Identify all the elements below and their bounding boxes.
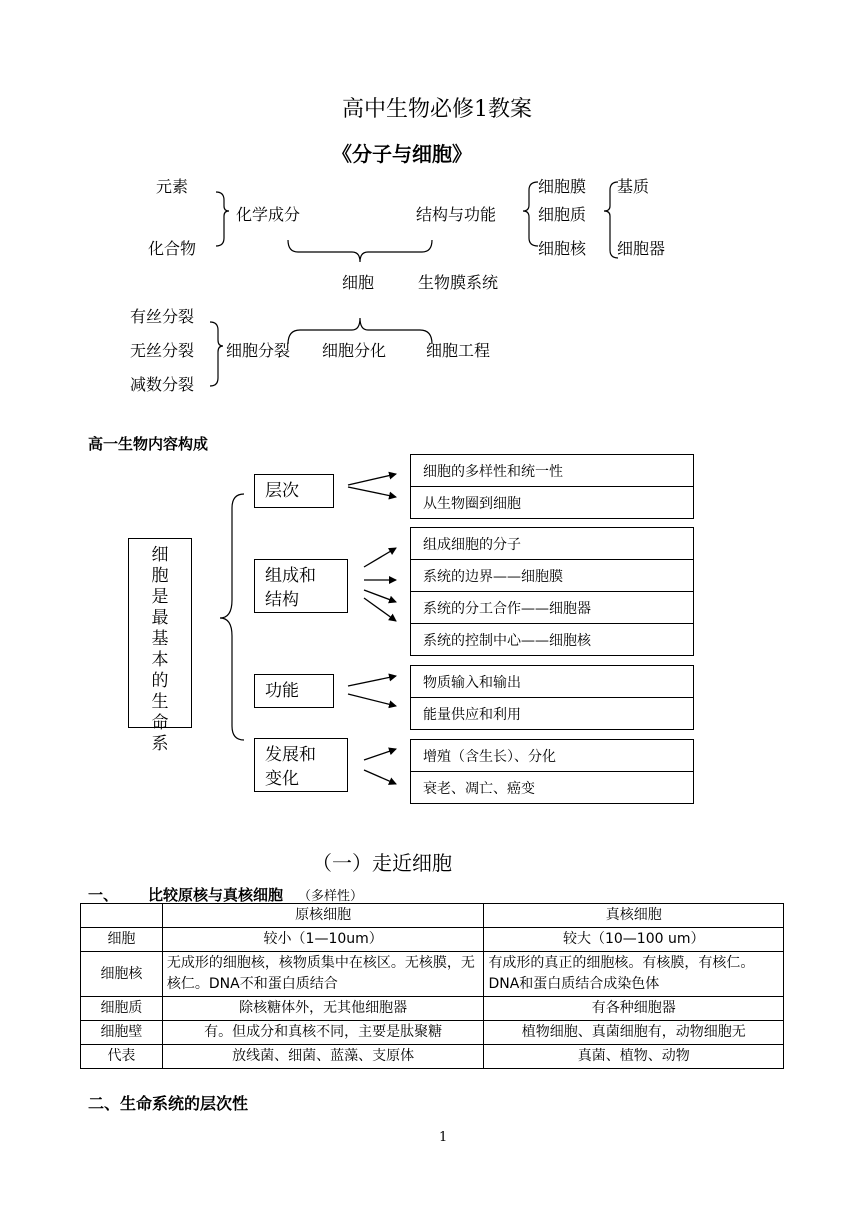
table-cell: 有。但成分和真核不同，主要是肽聚糖 (162, 1021, 484, 1045)
table-header-row (81, 904, 784, 928)
section1-number: 一、 (88, 886, 119, 904)
label-amitosis: 无丝分裂 (130, 341, 195, 360)
table-cell: 无成形的细胞核，核物质集中在核区。无核膜，无核仁。DNA不和蛋白质结合 (162, 952, 484, 997)
label-mitosis: 有丝分裂 (130, 307, 195, 326)
page-number: 1 (439, 1130, 448, 1145)
table-cell: 植物细胞、真菌细胞有，动物细胞无 (484, 1021, 784, 1045)
core-char: 是 (151, 587, 169, 607)
item-text: 系统的分工合作——细胞器 (423, 600, 591, 617)
table-header-cell: 真核细胞 (484, 904, 784, 928)
item-text: 组成细胞的分子 (423, 536, 521, 553)
label-biomembrane-system: 生物膜系统 (418, 273, 499, 292)
core-char: 命 (151, 713, 169, 733)
item-text: 从生物圈到细胞 (423, 495, 521, 512)
page-subtitle: 《分子与细胞》 (332, 142, 472, 166)
chapter-heading: （一）走近细胞 (312, 851, 452, 875)
category-label-line: 发展和 (265, 745, 316, 765)
item-text: 衰老、凋亡、癌变 (423, 780, 535, 797)
table-cell: 细胞质 (81, 997, 163, 1021)
item-text: 物质输入和输出 (423, 674, 521, 691)
label-elements: 元素 (156, 177, 189, 196)
core-char: 的 (151, 671, 169, 691)
core-char: 细 (151, 545, 169, 565)
table-cell: 较大（10—100 um） (484, 928, 784, 952)
table-cell: 细胞核 (81, 952, 163, 997)
content-section-heading: 高一生物内容构成 (88, 435, 209, 453)
label-cell-membrane: 细胞膜 (538, 177, 587, 196)
brace-division (210, 322, 223, 386)
item-text: 能量供应和利用 (423, 706, 521, 723)
label-organelles: 细胞器 (617, 239, 666, 258)
brace-chem (216, 192, 229, 246)
label-cytoplasm: 细胞质 (538, 205, 587, 224)
label-structure-function: 结构与功能 (416, 205, 497, 224)
label-compounds: 化合物 (148, 239, 197, 258)
category-label: 功能 (265, 681, 299, 701)
core-char: 生 (151, 692, 169, 712)
table-cell: 放线菌、细菌、蓝藻、支原体 (162, 1045, 484, 1069)
core-char: 基 (151, 629, 169, 649)
brace-cytoplasm (604, 182, 618, 258)
label-cell-division: 细胞分裂 (226, 341, 291, 360)
table-cell: 有成形的真正的细胞核。有核膜，有核仁。DNA和蛋白质结合成染色体 (484, 952, 784, 997)
table-cell: 细胞壁 (81, 1021, 163, 1045)
brace-core (220, 494, 244, 740)
table-cell: 除核糖体外，无其他细胞器 (162, 997, 484, 1021)
table-row (81, 928, 784, 952)
table-row (81, 1021, 784, 1045)
category-label-line: 结构 (265, 590, 299, 610)
table-header-cell: 原核细胞 (162, 904, 484, 928)
item-text: 增殖（含生长）、分化 (423, 748, 556, 765)
table-cell: 细胞 (81, 928, 163, 952)
category-label-line: 变化 (265, 769, 299, 789)
table-row (81, 997, 784, 1021)
table-row (81, 952, 784, 997)
table-cell: 较小（1—10um） (162, 928, 484, 952)
brace-cell-bottom (288, 318, 432, 344)
section1-note: （多样性） (298, 889, 364, 904)
table-cell: 有各种细胞器 (484, 997, 784, 1021)
category-label: 层次 (265, 481, 299, 501)
core-char: 最 (151, 608, 169, 628)
table-cell: 代表 (81, 1045, 163, 1069)
table-row (81, 1045, 784, 1069)
section2-title: 二、生命系统的层次性 (88, 1094, 249, 1113)
label-chemical-composition: 化学成分 (236, 205, 301, 224)
item-text: 系统的边界——细胞膜 (423, 568, 563, 585)
core-char: 本 (151, 650, 169, 670)
brace-struct (523, 182, 538, 246)
label-cell-engineering: 细胞工程 (426, 341, 491, 360)
item-text: 系统的控制中心——细胞核 (423, 632, 591, 649)
core-char: 胞 (151, 566, 169, 586)
item-text: 细胞的多样性和统一性 (423, 463, 563, 480)
label-nucleus: 细胞核 (538, 239, 587, 258)
label-matrix: 基质 (617, 177, 650, 196)
table-header-cell (81, 904, 163, 928)
brace-cell-top (288, 240, 432, 262)
label-cell-differentiation: 细胞分化 (322, 341, 387, 360)
category-label-line: 组成和 (265, 566, 316, 586)
label-cell: 细胞 (342, 273, 375, 292)
table-cell: 真菌、植物、动物 (484, 1045, 784, 1069)
comparison-table (80, 903, 784, 1069)
label-meiosis: 减数分裂 (130, 375, 195, 394)
page-title: 高中生物必修1教案 (342, 97, 532, 122)
core-char: 系 (151, 734, 169, 754)
section1-title: 比较原核与真核细胞 (148, 886, 284, 904)
